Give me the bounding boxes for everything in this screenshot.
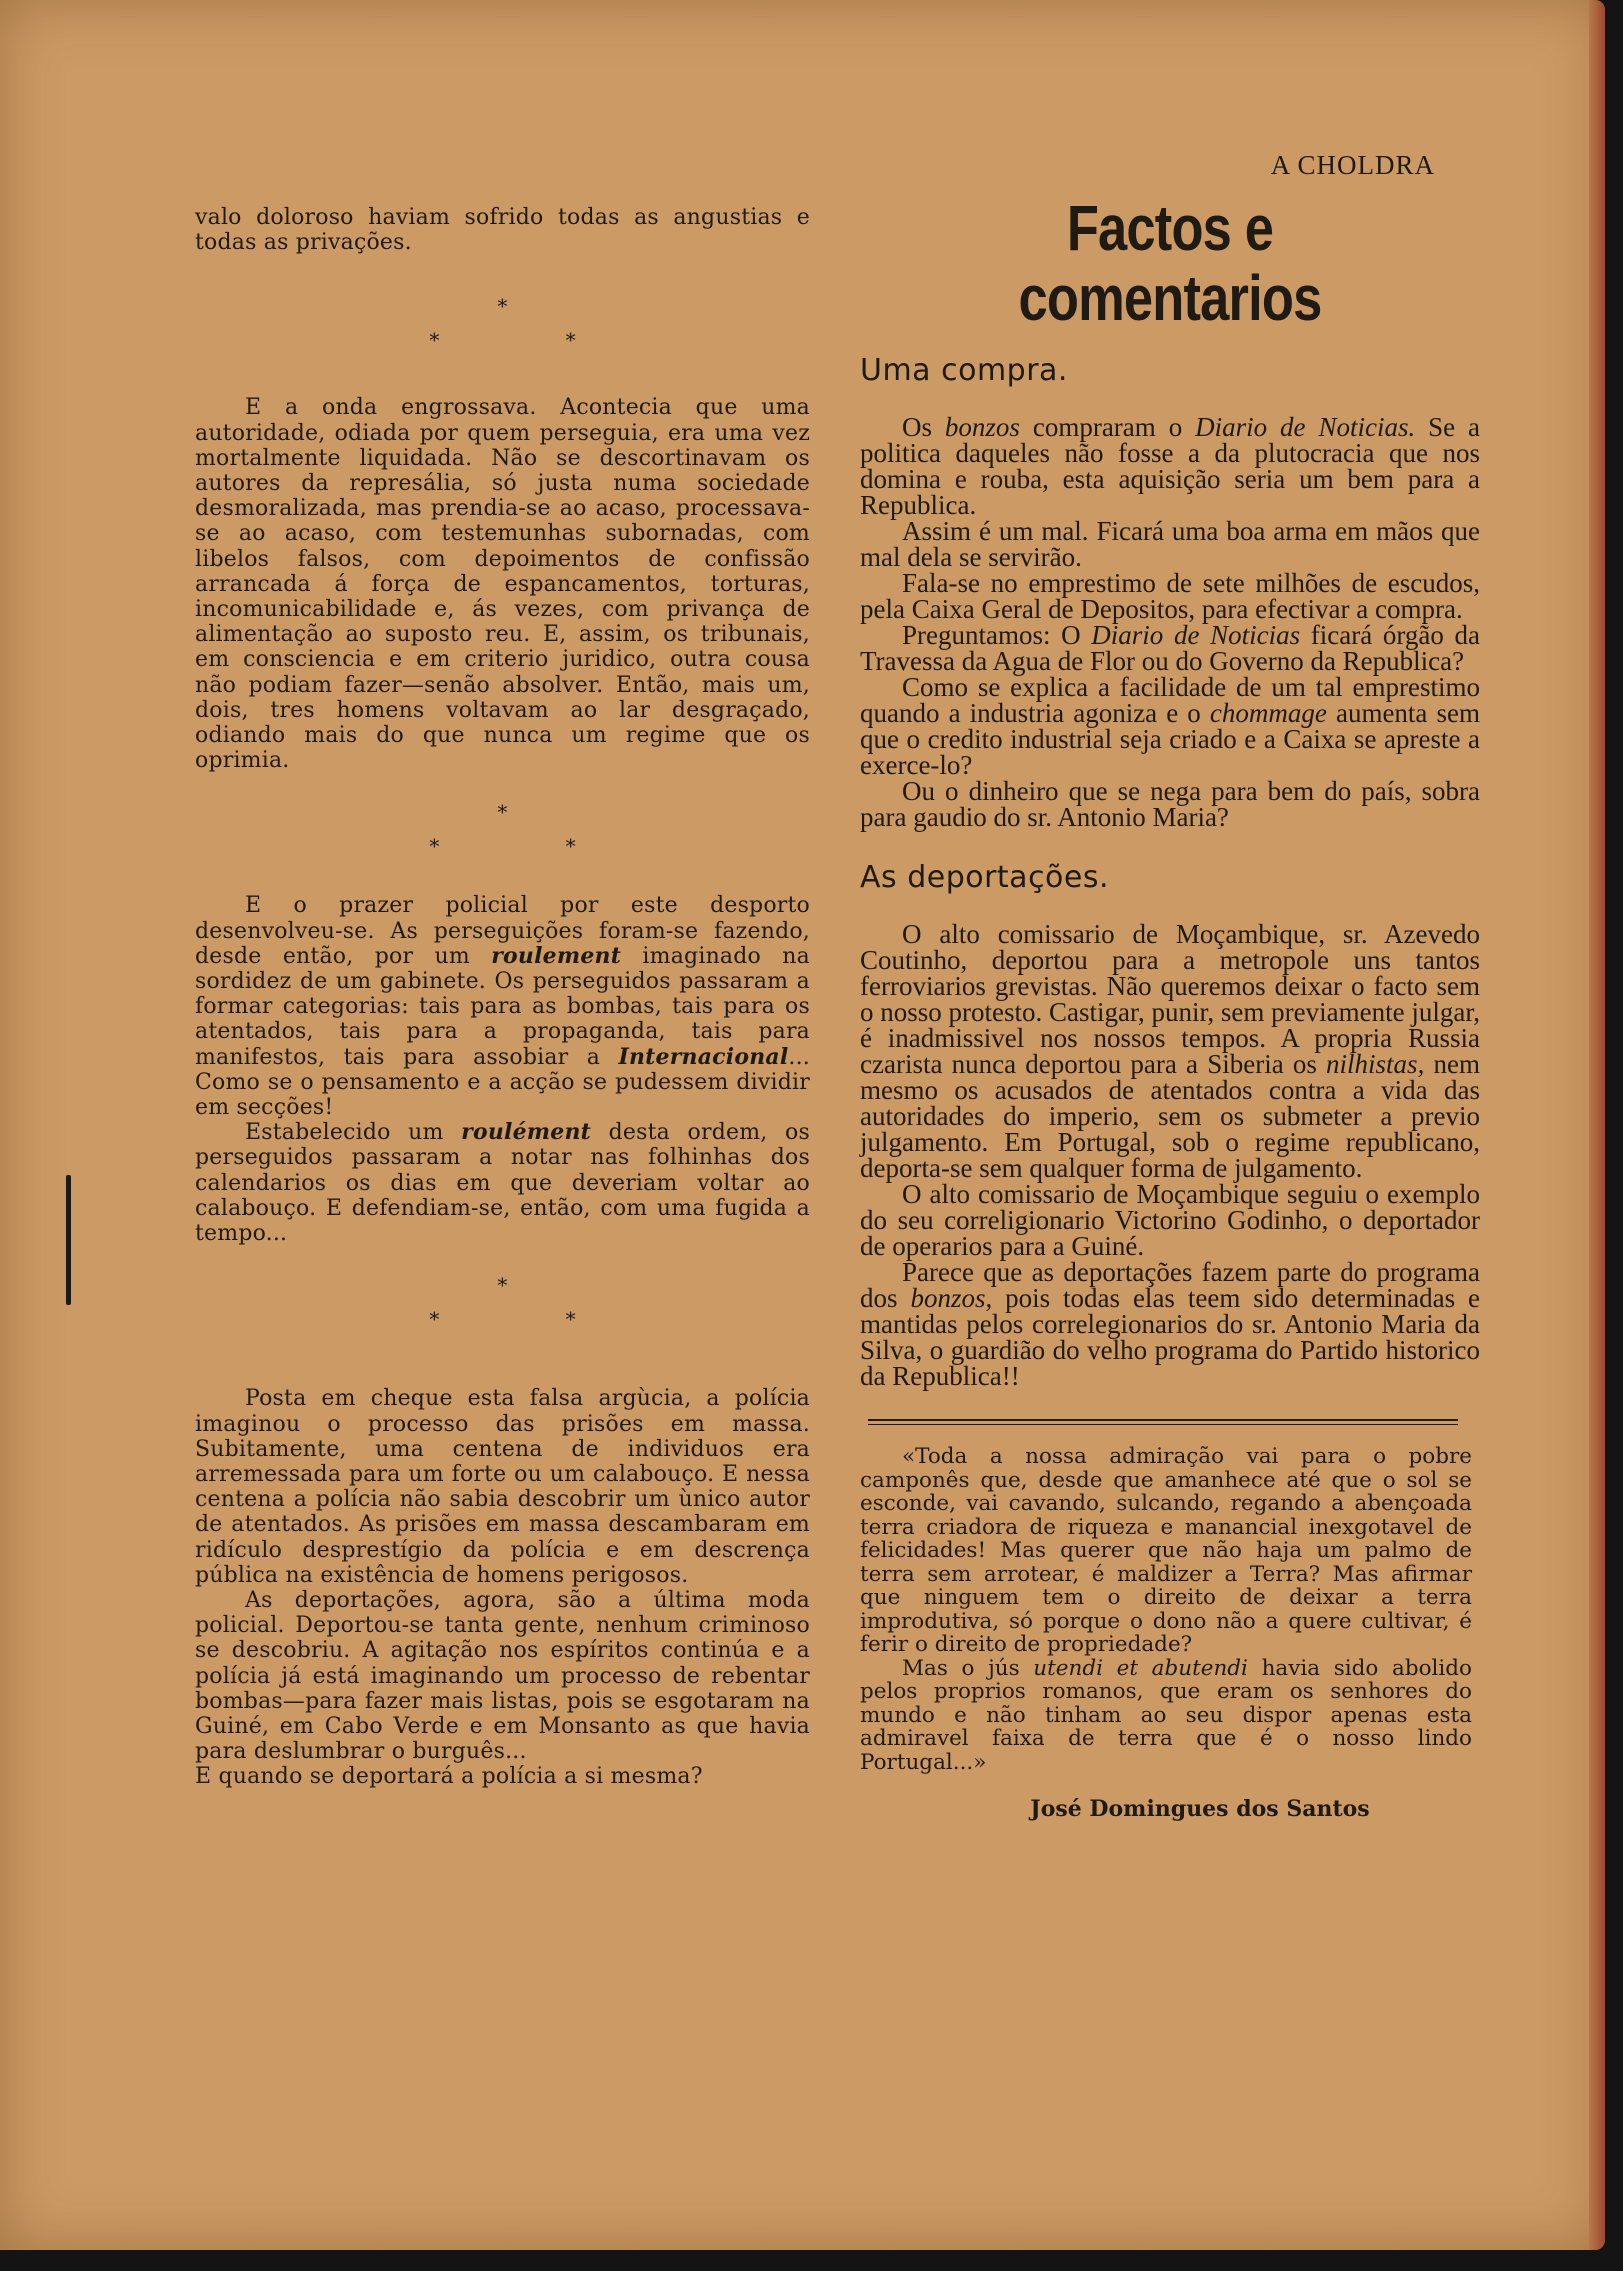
article-body (860, 921, 1480, 1389)
paragraph: Como se explica a facilidade de um tal emprestimo quando a industria agoniza e o chommage aumenta sem que o credito industrial seja criado e a Caixa se apreste a exerce-lo? (860, 672, 1480, 780)
emphasis: Internacional (618, 1043, 789, 1070)
emphasis: Diario de Noticias (1091, 620, 1301, 650)
left-column (195, 205, 810, 1790)
paragraph: As deportações, agora, são a última moda policial. Deportou-se tanta gente, nenhum criminoso se descobriu. A agitação nos espíritos continúa e a polícia já está imaginando um processo de rebentar bombas—para fazer mais listas, pois se esgotaram na Guiné, em Cabo Verde e em Monsanto as que havia para deslumbrar o burguês... (195, 1587, 810, 1765)
page-edge (1589, 0, 1605, 2250)
section-separator: * * * (429, 1273, 636, 1332)
paragraph: Ou o dinheiro que se nega para bem do país, sobra para gaudio do sr. Antonio Maria? (860, 776, 1480, 832)
emphasis: nilhistas, (1326, 1049, 1425, 1079)
emphasis: bonzos (944, 412, 1020, 442)
quote-paragraph: Mas o jús utendi et abutendi havia sido abolido pelos proprios romanos, que eram os senhores do mundo e não tinham ao seu dispor apenas esta admiravel faixa de terra que é o nosso lindo Portugal...» (860, 1655, 1472, 1775)
paragraph: E o prazer policial por este desporto desenvolveu-se. As perseguições foram-se fazendo, desde então, por um roulement imaginado na sordidez de um gabinete. Os perseguidos passaram a formar categorias: tais para as bombas, tais para os atentados, tais para a propaganda, tais para manifestos, tais para assobiar a Internacional... Como se o pensamento e a acção se pudessem dividir em secções! (195, 893, 810, 1121)
paragraph: Preguntamos: O Diario de Noticias ficará órgão da Travessa da Agua de Flor ou do Governo da Republica? (860, 620, 1480, 676)
paragraph: valo doloroso haviam sofrido todas as angustias e todas as privações. (195, 205, 810, 256)
section-separator: * * * (429, 800, 636, 859)
emphasis: Diario de Noticias. (1195, 412, 1416, 442)
paragraph: Os bonzos compraram o Diario de Noticias. Se a politica daqueles não fosse a da plutocracia que nos domina e rouba, esta aquisição seria um bem para a Republica. (860, 412, 1481, 520)
paragraph: Assim é um mal. Ficará uma boa arma em mãos que mal dela se servirão. (860, 516, 1480, 572)
paragraph: Fala-se no emprestimo de sete milhões de escudos, pela Caixa Geral de Depositos, para efectivar a compra. (860, 568, 1480, 624)
paragraph: O alto comissario de Moçambique seguiu o exemplo do seu correligionario Victorino Godinho, o deportador de operarios para a Guiné. (860, 1179, 1480, 1261)
paragraph: Parece que as deportações fazem parte do programa dos bonzos, pois todas elas teem sido determinadas e mantidas pelos correlegionarios do sr. Antonio Maria da Silva, o guardião do velho programa do Partido historico da Republica!! (860, 1257, 1480, 1391)
emphasis: roulement (491, 942, 622, 969)
emphasis: bonzos, (910, 1283, 993, 1313)
quote-paragraph: «Toda a nossa admiração vai para o pobre camponês que, desde que amanhece até que o sol se esconde, vai cavando, sulcando, regando a abençoada terra criadora de riqueza e manancial inexgotavel de felicidades! Mas querer que não haja um palmo de terra sem arrotear, é maldizer a Terra? Mas afirmar que ninguem tem o direito de deixar a terra improdutiva, só porque o dono não a quere cultivar, é ferir o direito de propriedade? (860, 1444, 1472, 1657)
paragraph: E a onda engrossava. Acontecia que uma autoridade, odiada por quem perseguia, era uma vez mortalmente liquidada. Não se descortinavam os autores da represália, só justa numa sociedade desmoralizada, mas prendia-se ao acaso, processava-se ao acaso, com testemunhas subornadas, com libelos falsos, com depoimentos de confissão arrancada á força de espancamentos, torturas, incomunicabilidade e, ás vezes, com privança de alimentação ao suposto reu. E, assim, os tribunais, em consciencia e em criterio juridico, outra cousa não podiam fazer—senão absolver. Então, mais um, dois, tres homens voltavam ao lar desgraçado, odiando mais do que nunca um regime que os oprimia. (195, 395, 810, 774)
binding-mark (66, 1175, 71, 1305)
emphasis: roulément (461, 1119, 592, 1146)
section-separator: * * * (429, 294, 636, 353)
page-title: Factos e comentarios (1018, 192, 1322, 334)
divider (868, 1419, 1458, 1425)
paragraph: E quando se deportará a polícia a si mesma? (195, 1764, 703, 1790)
paragraph: Estabelecido um roulément desta ordem, os perseguidos passaram a notar nas folhinhas dos calendarios os dias em que deveriam voltar ao calabouço. E defendiam-se, então, com uma fugida a tempo... (195, 1119, 810, 1247)
paragraph: O alto comissario de Moçambique, sr. Azevedo Coutinho, deportou para a metropole uns tantos ferroviarios grevistas. Não queremos deixar o facto sem o nosso protesto. Castigar, punir, sem previamente julgar, é inadmissivel nos nossos tempos. A propria Russia czarista nunca deportou para a Siberia os nilhistas, nem mesmo os acusados de atentados contra a vida das autoridades do imperio, sem os submeter a previo julgamento. Em Portugal, sob o regime republicano, deporta-se sem qualquer forma de julgamento. (860, 919, 1480, 1183)
paragraph: Posta em cheque esta falsa argùcia, a polícia imaginou o processo das prisões em massa. Subitamente, uma centena de individuos era arremessada para um forte ou um calabouço. E nessa centena a polícia não sabia descobrir um ùnico autor de atentados. As prisões em massa descambaram em ridículo desprestígio da polícia e em descrença pública na existência de homens perigosos. (195, 1386, 810, 1588)
emphasis: utendi et abutendi (1033, 1655, 1248, 1681)
quote-block (860, 1445, 1472, 1774)
section-heading: Uma compra. (860, 353, 1068, 388)
emphasis: chommage (1209, 698, 1327, 728)
journal-name: A CHOLDRA (1270, 150, 1435, 180)
author-signature: José Domingues dos Santos (1030, 1796, 1370, 1822)
article-body (860, 414, 1480, 830)
right-column (860, 150, 1480, 1822)
section-heading: As deportações. (860, 860, 1110, 895)
